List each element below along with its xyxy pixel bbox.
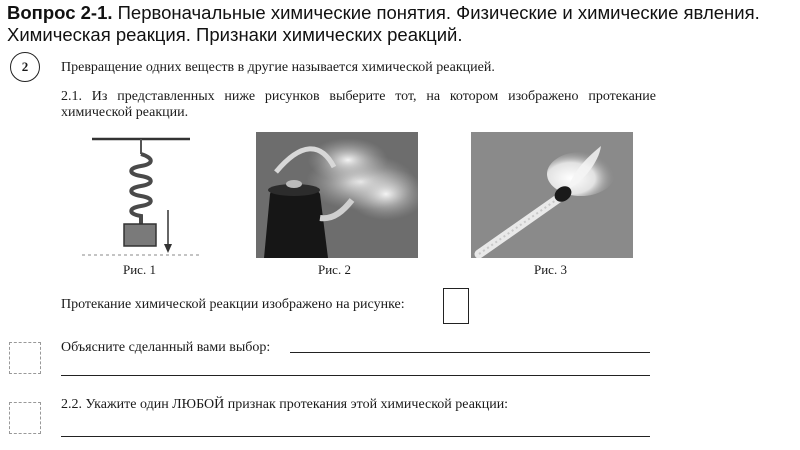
task-number-badge: 2	[10, 52, 40, 82]
burning-match-image	[471, 132, 633, 258]
task-intro-text: Превращение одних веществ в другие называется химической реакцией.	[61, 60, 495, 75]
figure-1	[62, 132, 222, 258]
explain-answer-line-2[interactable]	[61, 375, 650, 376]
figure-1-caption: Рис. 1	[123, 262, 156, 277]
score-box-1[interactable]	[9, 342, 41, 374]
question-2-2-text: 2.2. Укажите один ЛЮБОЙ признак протекания этой химической реакции:	[61, 397, 509, 412]
q2-answer-line[interactable]	[61, 436, 650, 437]
score-box-2[interactable]	[9, 402, 41, 434]
figure-3	[471, 132, 633, 258]
boiling-kettle-image	[256, 132, 418, 258]
answer-input-box[interactable]	[443, 288, 469, 324]
question-topic: Первоначальные химические понятия. Физические и химические явления. Химическая реакция. Признаки химических реакций.	[7, 2, 760, 45]
figure-2	[256, 132, 418, 258]
question-title	[7, 2, 797, 46]
figure-3-caption: Рис. 3	[534, 262, 567, 277]
answer-prompt: Протекание химической реакции изображено на рисунке:	[61, 297, 405, 312]
spring-weight-image	[62, 132, 222, 258]
question-2-1-text: 2.1. Из представленных ниже рисунков выберите тот, на котором изображено протекание химической реакции.	[61, 89, 656, 120]
figure-2-caption: Рис. 2	[318, 262, 351, 277]
explain-prompt: Объясните сделанный вами выбор:	[61, 340, 271, 355]
question-number-label: Вопрос 2-1.	[7, 2, 113, 23]
explain-answer-line-1[interactable]	[290, 352, 650, 353]
